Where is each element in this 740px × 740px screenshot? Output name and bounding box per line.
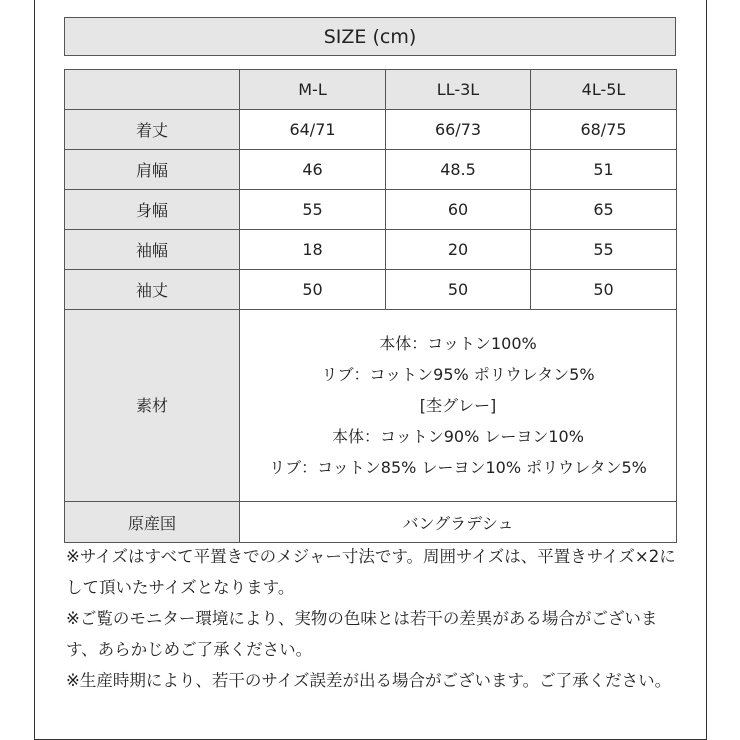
note: ※サイズはすべて平置きでのメジャー寸法です。周囲サイズは、平置きサイズ×2にして頂いたサイズとなります。 <box>66 547 676 597</box>
note: ※ご覧のモニター環境により、実物の色味とは若干の差異がある場合がございます、あらかじめご了承ください。 <box>66 609 658 659</box>
row-label: 袖丈 <box>65 270 240 310</box>
cell: 46 <box>240 150 386 190</box>
row-label: 原産国 <box>65 502 240 543</box>
header-cell: M-L <box>240 70 386 110</box>
cell: 60 <box>386 190 531 230</box>
header-cell: 4L-5L <box>531 70 677 110</box>
cell: 66/73 <box>386 110 531 150</box>
row-label: 身幅 <box>65 190 240 230</box>
table-row <box>65 270 677 310</box>
cell: 50 <box>240 270 386 310</box>
table-row <box>65 190 677 230</box>
material-cell <box>240 310 677 502</box>
material-row <box>65 310 677 502</box>
size-table <box>64 69 677 543</box>
notes <box>66 541 686 696</box>
table-row <box>65 110 677 150</box>
cell: 68/75 <box>531 110 677 150</box>
row-label: 袖幅 <box>65 230 240 270</box>
material-line: リブ：コットン85% レーヨン10% ポリウレタン5% <box>269 458 647 477</box>
cell: 55 <box>240 190 386 230</box>
cell: 65 <box>531 190 677 230</box>
note: ※生産時期により、若干のサイズ誤差が出る場合がございます。ご了承ください。 <box>66 671 672 690</box>
material-line: リブ：コットン95% ポリウレタン5% <box>321 365 595 384</box>
cell: 55 <box>531 230 677 270</box>
row-label: 素材 <box>65 310 240 502</box>
origin-cell: バングラデシュ <box>240 502 677 543</box>
header-row <box>65 70 677 110</box>
cell: 18 <box>240 230 386 270</box>
cell: 48.5 <box>386 150 531 190</box>
size-title: SIZE (cm) <box>64 17 676 56</box>
origin-row <box>65 502 677 543</box>
header-cell: LL-3L <box>386 70 531 110</box>
table-row <box>65 150 677 190</box>
row-label: 着丈 <box>65 110 240 150</box>
material-line: [杢グレー] <box>419 396 497 415</box>
material-line: 本体：コットン90% レーヨン10% <box>332 427 584 446</box>
header-cell <box>65 70 240 110</box>
table-row <box>65 230 677 270</box>
cell: 50 <box>386 270 531 310</box>
cell: 51 <box>531 150 677 190</box>
cell: 20 <box>386 230 531 270</box>
material-line: 本体：コットン100% <box>379 334 537 353</box>
row-label: 肩幅 <box>65 150 240 190</box>
cell: 64/71 <box>240 110 386 150</box>
cell: 50 <box>531 270 677 310</box>
